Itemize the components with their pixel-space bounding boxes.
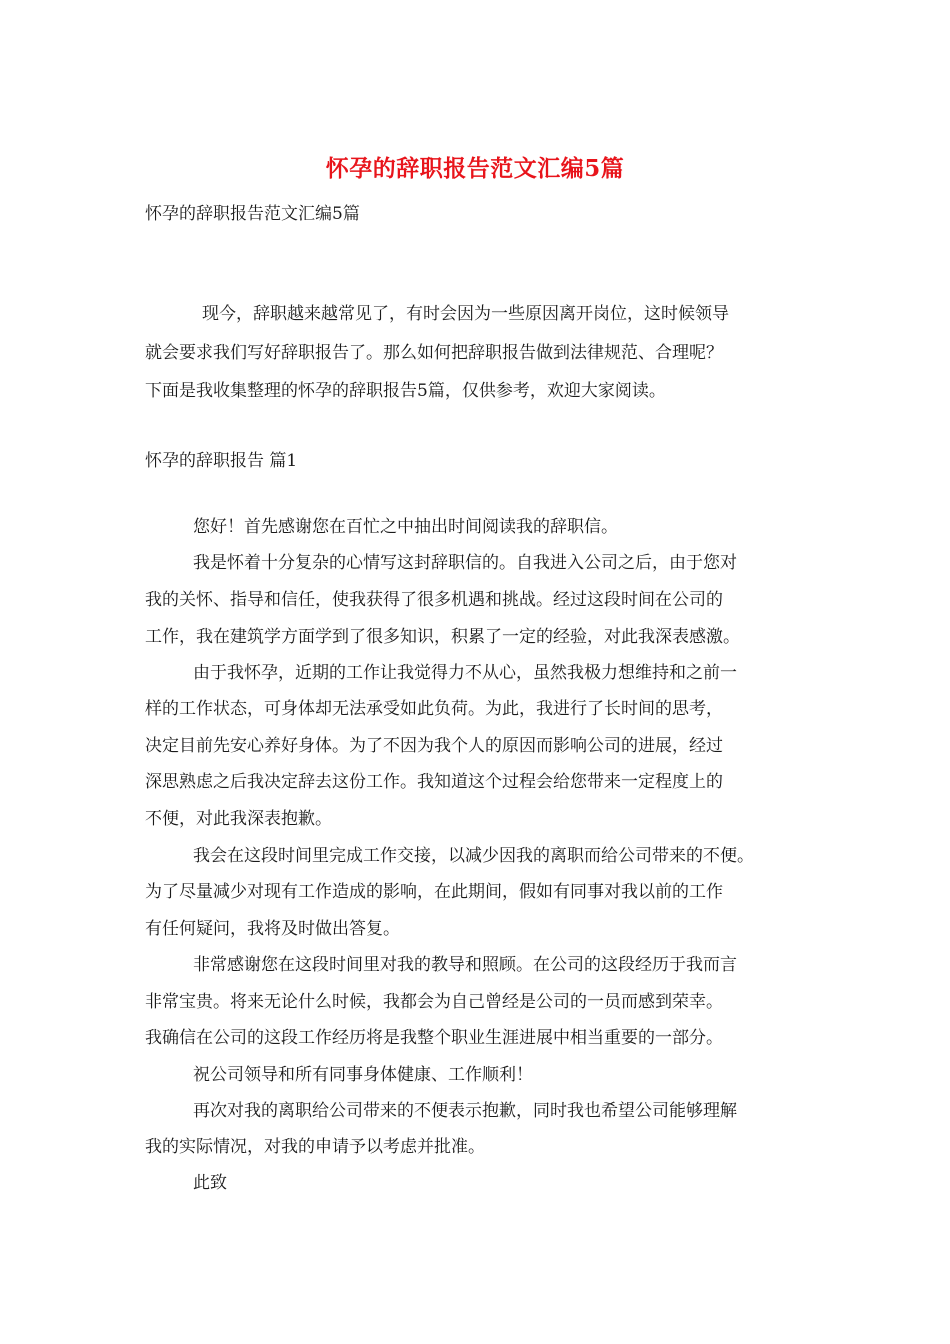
- body-line: 不便，对此我深表抱歉。: [145, 809, 332, 829]
- body-line: 由于我怀孕，近期的工作让我觉得力不从心，虽然我极力想维持和之前一: [193, 663, 737, 683]
- body-line: 我会在这段时间里完成工作交接，以减少因我的离职而给公司带来的不便。: [193, 846, 754, 866]
- document-title: 怀孕的辞职报告范文汇编5篇: [325, 155, 625, 182]
- body-line: 为了尽量减少对现有工作造成的影响，在此期间，假如有同事对我以前的工作: [145, 882, 723, 902]
- body-line: 我的关怀、指导和信任，使我获得了很多机遇和挑战。经过这段时间在公司的: [145, 590, 723, 610]
- body-line: 此致: [193, 1173, 227, 1193]
- body-line: 祝公司领导和所有同事身体健康、工作顺利！: [193, 1065, 533, 1085]
- body-line: 样的工作状态，可身体却无法承受如此负荷。为此，我进行了长时间的思考，: [145, 699, 723, 719]
- body-line: 您好！首先感谢您在百忙之中抽出时间阅读我的辞职信。: [193, 517, 618, 537]
- intro-line: 下面是我收集整理的怀孕的辞职报告5篇，仅供参考，欢迎大家阅读。: [145, 381, 666, 401]
- body-line: 工作，我在建筑学方面学到了很多知识，积累了一定的经验，对此我深表感激。: [145, 627, 740, 647]
- body-line: 再次对我的离职给公司带来的不便表示抱歉，同时我也希望公司能够理解: [193, 1101, 737, 1121]
- document-subtitle: 怀孕的辞职报告范文汇编5篇: [145, 204, 360, 224]
- intro-line: 现今，辞职越来越常见了，有时会因为一些原因离开岗位，这时候领导: [202, 304, 729, 324]
- body-line: 深思熟虑之后我决定辞去这份工作。我知道这个过程会给您带来一定程度上的: [145, 772, 723, 792]
- body-line: 决定目前先安心养好身体。为了不因为我个人的原因而影响公司的进展，经过: [145, 736, 723, 756]
- body-line: 我确信在公司的这段工作经历将是我整个职业生涯进展中相当重要的一部分。: [145, 1028, 723, 1048]
- intro-line: 就会要求我们写好辞职报告了。那么如何把辞职报告做到法律规范、合理呢？: [145, 343, 723, 363]
- body-line: 我的实际情况，对我的申请予以考虑并批准。: [145, 1137, 485, 1157]
- body-line: 非常感谢您在这段时间里对我的教导和照顾。在公司的这段经历于我而言: [193, 955, 737, 975]
- body-line: 我是怀着十分复杂的心情写这封辞职信的。自我进入公司之后，由于您对: [193, 553, 737, 573]
- body-line: 有任何疑问，我将及时做出答复。: [145, 919, 400, 939]
- body-line: 非常宝贵。将来无论什么时候，我都会为自己曾经是公司的一员而感到荣幸。: [145, 992, 723, 1012]
- section-heading: 怀孕的辞职报告 篇1: [145, 451, 298, 471]
